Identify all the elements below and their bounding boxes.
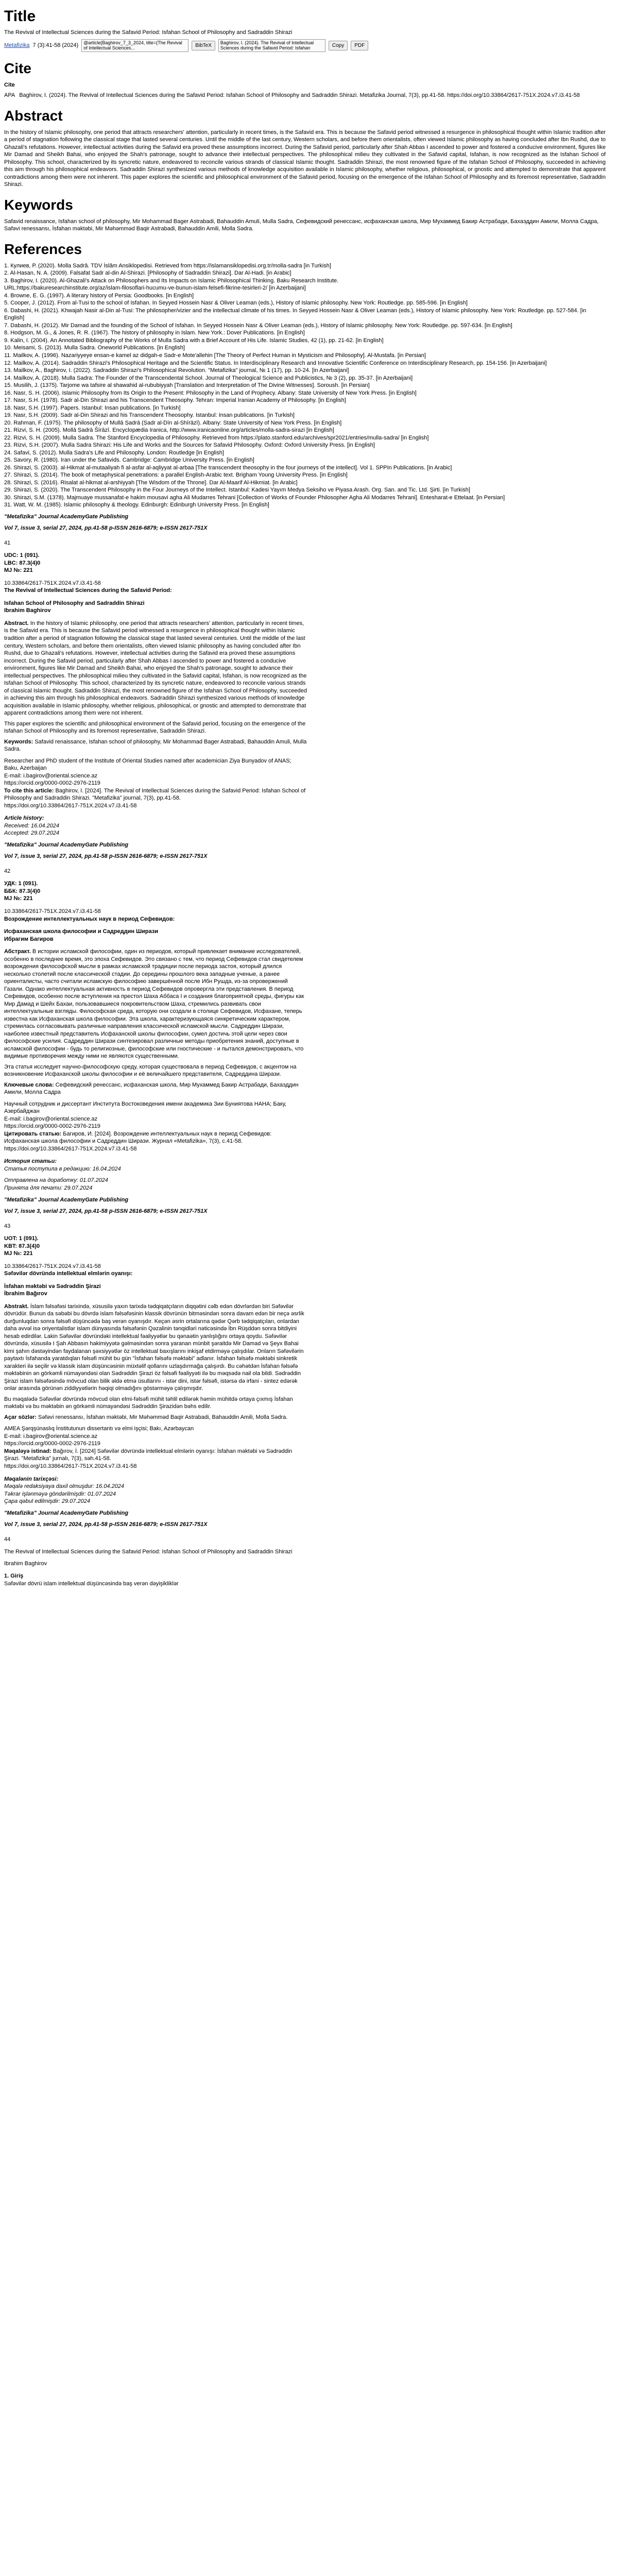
en-mj: MJ №: 221 <box>4 567 33 574</box>
meta-row <box>4 39 606 52</box>
reference-item: 7. Dabashi, H. (2012). Mir Damad and the founding of the School of Isfahan. In Seyyed Hossein Nasr & Oliver Leaman (eds.), History of Islamic philosophy. New York: Routledge. pp. 597-634. [in English] <box>4 322 512 329</box>
en-udc: UDC: 1 (091). <box>4 552 40 559</box>
az-abstract-label: Abstrakt. <box>4 1303 29 1310</box>
az-keywords-label: Açar sözlər: <box>4 1414 37 1420</box>
reference-item: 29. Shirazi, S. (2020). The Transcendent Philosophy in the Four Journeys of the Intellect. Istanbul: Kadesi Yayım Medya Seksiho ve Piyasa Arash. Org. San. and Tic. Ltd. Şirti. [in Turkish] <box>4 487 470 494</box>
p44-page: 44 <box>4 1536 11 1543</box>
reference-item: 14. Mailkov, A. (2018). Mulla Sadra: The Founder of the Transcendental School. Journal of Theological Science and Publicistics, № 3 (2), pp. 35-37. [in Azerbaijani] <box>4 375 413 381</box>
reference-item: 12. Mailkov, A. (2014). Sadraddin Shirazi's Philosophical Heritage and the Scientific Status. In Interdisciplinary Research and Innovative Scientific Conference on Interdisciplinary Research, pp. 154-156. [in Azerbaijani] <box>4 360 547 366</box>
ru-cite-doi[interactable]: https://doi.org/10.33864/2617-751X.2024.v7.i3.41-58 <box>4 1145 137 1152</box>
p44-author: Ibrahim Baghirov <box>4 1560 47 1567</box>
en-cite-label: To cite this article: <box>4 787 54 794</box>
ru-abstract-label: Абстракт. <box>4 948 31 955</box>
en-title: The Revival of Intellectual Sciences during the Safavid Period: <box>4 587 172 594</box>
reference-item: 28. Shirazi, S. (2016). Risalat al-hikmat al-arshiyyah [The Wisdom of the Throne]. Dar Al-Maarif Al-Hikmiat. [in Arabic] <box>4 479 298 486</box>
en-doi[interactable]: 10.33864/2617-751X.2024.v7.i3.41-58 <box>4 580 101 586</box>
ru-abstract-body2: Эта статья исследует научно-философскую среду, которая существовала в период Сефевидов, с акцентом на возникновение Исфаханской школы философии и её величайшего представителя, Садреддина Ширази. <box>4 1063 297 1078</box>
reference-item: 30. Shirazi, S.M. (1378). Majmuaye mussanafat-e hakim mousavi agha Ali Mudarres Tehrani [Collection of Works of Founder Philosopher Agha Ali Modarres Tehrani]. Entesharat-e Ettelaat. [in Persian] <box>4 494 505 501</box>
reference-item: 15. Musilih, J. (1375). Tarjome wa tafsire al shawahid al-rububiyyah [Translation and Interpretation of The Divine Witnesses]. Soroush. [in Persian] <box>4 382 370 389</box>
reference-item: 2. Al-Hasan, N. A. (2009). Falsafat Sadr al-din Al-Shirazi. [Philosophy of Sadraddin Shirazi]. Dar Al-Hadi. [in Arabic] <box>4 270 291 277</box>
reference-item: URL:https://bakuresearchinstitute.org/az/islam-filosoflari-hucumu-ve-bunun-islam-felsefi-fikrine-tesirleri-2/ [in Azerbaijani] <box>4 285 306 292</box>
issue-text: 7 (3):41-58 (2024) <box>32 42 79 49</box>
az-cite-text: Bağırov, İ. [2024] Səfəvilər dövründə intellektual elmlərin oyanışı: İsfahan məktəbi və Sədrəddin Şirazi. "Metafizika" jurnalı, 7(3), səh.41-58. <box>4 1448 293 1462</box>
reference-item: 13. Mailkov, A., Baghirov, I. (2022). Sadraddin Shirazi's Philosophical Revolution. "Metafizika" journal, № 1 (17), pp. 10-24. [in Azerbaijani] <box>4 367 349 374</box>
en-journal: "Metafizika" Journal AcademyGate Publishing <box>4 513 129 520</box>
ru-accepted: Принята для печати: 29.07.2024 <box>4 1185 93 1191</box>
reference-item: 11. Mailkov, A. (1996). Nazariyyeye ensan-e kamel az didgah-e Sadr-e Mote'allehin [The Theory of Perfect Human in Mysticism and Philosophy]. Al-Mustafa. [in Persian] <box>4 352 426 359</box>
ru-page: 42 <box>4 868 11 874</box>
az-orcid[interactable]: https://orcid.org/0000-0002-2976-2119 <box>4 1440 100 1447</box>
ru-mj: MJ №: 221 <box>4 895 33 902</box>
en-received: Received: 16.04.2024 <box>4 822 60 829</box>
az-title: Səfəvilər dövründə intellektual elmlərin oyanışı: <box>4 1270 133 1277</box>
p44-title: The Revival of Intellectual Sciences during the Safavid Period: Isfahan School of Philosophy and Sadraddin Shirazi <box>4 1549 293 1555</box>
bibtex-preview: @article{Baghirov_7_3_2024, title={The Revival of Intellectual Sciences... <box>81 39 188 52</box>
en-keywords-label: Keywords: <box>4 738 33 745</box>
en-abstract <box>4 620 308 717</box>
az-abstract <box>4 1303 308 1393</box>
en-abstract-label: Abstract. <box>4 620 29 626</box>
ru-udc: УДК: 1 (091). <box>4 880 38 887</box>
ru-school: Исфаханская школа философии и Садреддин Ширази <box>4 928 159 935</box>
en-cite-doi[interactable]: https://doi.org/10.33864/2617-751X.2024.v7.i3.41-58 <box>4 802 137 809</box>
az-article <box>4 1196 606 1505</box>
az-abstract-body2: Bu məqalədə Səfəvilər dövründə mövcud olan elmi-fəlsəfi mühit təhlil edilərək həmin mühitdə ortaya çıxmış İsfahan məktəbi və bu məktəbin ən görkəmli nümayəndəsi Sədrəddin Şirazidən bəhs edilir. <box>4 1396 293 1410</box>
ru-abstract-body: В истории исламской философии, один из периодов, который привлекает внимание исследователей, особенно в последнее время, это эпоха Сефевидов. Это связано с тем, что период Сефевидов стал свидетелем возрождения философской мысли в рамках исламской традиции после периода застоя, который длился несколько столетий после классической стадии. До середины прошлого века западные ученые, а ранее ориенталисты, часто считали исламскую философию завершённой после Ибн Рушда, из-за опровержений Газали. Однако интеллектуальная активность в период Сефевидов опровергла эти представления. В период Сефевидов, особенно после вступления на престол Шаха Аббаса I и создания благоприятной среды, фигуры как Мир Дамад и Шейх Бахаи, пользовавшиеся покровительством Шаха, стремились развивать свои интеллектуальные взгляды. Философская среда, которую они создали в столице Сефевидов, Исфахане, теперь известна как Исфаханская школа философии. Эта школа, характеризующаяся синкретическим характером, стремилась согласовывать различные направления классической исламской мысли. Садреддин Ширази, наиболее известный представитель Исфаханской школы философии, сумел достичь этой цели через свои философские усилия. Садреддин Ширази синтезировал различные методы приобретения знаний, доступные в исламской философии - будь то религиозные, философские или гностические - и пытался демонстрировать, что видимые противоречия между ними не являются существенными. <box>4 948 304 1060</box>
az-cite-label: Məqaləyə istinad: <box>4 1448 52 1454</box>
en-orcid[interactable]: https://orcid.org/0000-0002-2976-2119 <box>4 780 100 787</box>
abstract-heading: Abstract <box>4 107 63 124</box>
p44-volume: Vol 7, issue 3, serial 27, 2024, pp.41-58 p-ISSN 2616-6879; e-ISSN 2617-751X <box>4 1521 208 1528</box>
ru-doi[interactable]: 10.33864/2617-751X.2024.v7.i3.41-58 <box>4 908 101 914</box>
abstract-text: In the history of Islamic philosophy, one period that attracts researchers' attention, particularly in recent times, is the Safavid era. This is because the Safavid period witnessed a resurgence in philosophical thought within Islamic tradition after a period of stagnation following the classical stage that lasted several centuries. Until the middle of the last century, Western scholars, and before them orientalists, often viewed Islamic philosophy as having concluded after Ibn Rushd, due to Ghazali's refutations. However, intellectual activities during the Safavid era proved these assumptions incorrect. During the Safavid period, particularly after Shah Abbas I ascended to power and fostered a conducive environment, figures like Mir Damad and Sheikh Bahai, who enjoyed the Shah's patronage, sought to advance their intellectual perspectives. The philosophical milieu they cultivated in the Safavid capital, Isfahan, is now recognized as the Isfahan School of Philosophy. This school, characterized by its syncretic nature, endeavored to reconcile various strands of classical Islamic thought. Sadraddin Shirazi, the most renowned figure of the Isfahan School of Philosophy, succeeded in achieving this aim through his philosophical endeavors. Sadraddin Shirazi synthesized various methods of knowledge acquisition available in Islamic philosophy, whether religious, philosophical, or gnostic and attempted to demonstrate that apparent contradictions among them were not inherent. This paper explores the scientific and philosophical environment of the Safavid period, focusing on the emergence of the Isfahan School of Philosophy and its foremost representative, Sadraddin Shirazi. <box>4 129 606 188</box>
reference-item: 18. Nasr, S.H. (1997). Papers. Istanbul: Insan publications. [in Turkish] <box>4 404 181 411</box>
en-affil1: Researcher and PhD student of the Institute of Oriental Studies named after academician Ziya Bunyadov of ANAS; <box>4 757 291 764</box>
reference-item: 10. Meisami, S. (2013). Mulla Sadra. Oneworld Publications. [in English] <box>4 345 185 351</box>
az-sent: Təkrar işlənməyə göndərilmişdir: 01.07.2024 <box>4 1490 116 1497</box>
az-page: 43 <box>4 1223 11 1229</box>
ru-author: Ибрагим Багиров <box>4 936 54 942</box>
ru-cite-label: Цитировать статью: <box>4 1130 62 1137</box>
en-abstract-body: In the history of Islamic philosophy, one period that attracts researchers' attention, particularly in recent times, is the Safavid era. This is because the Safavid period witnessed a resurgence in philosophical thought within Islamic tradition after a period of stagnation following the classical stage that lasted several centuries. Until the middle of the last century, Western scholars, and before them orientalists, often viewed Islamic philosophy as having concluded after Ibn Rushd, due to Ghazali's refutations. However, intellectual activities during the Safavid era proved these assumptions incorrect. During the Safavid period, particularly after Shah Abbas I ascended to power and fostered a conducive environment, figures like Mir Damad and Sheikh Bahai, who enjoyed the Shah's patronage, sought to advance their intellectual perspectives. The philosophical milieu they cultivated in the Safavid capital, Isfahan, is now recognized as the Isfahan School of Philosophy. This school, characterized by its syncretic nature, endeavored to reconcile various strands of classical Islamic thought. Sadraddin Shirazi, the most renowned figure of the Isfahan School of Philosophy, succeeded in achieving this aim through his philosophical endeavors. Sadraddin Shirazi synthesized various methods of knowledge acquisition available in Islamic philosophy, whether religious, philosophical, or gnostic and attempted to demonstrate that apparent contradictions among them were not inherent. <box>4 620 307 717</box>
title-heading: Title <box>4 8 36 25</box>
en-history-label: Article history: <box>4 815 44 822</box>
az-udc: UOT: 1 (091). <box>4 1235 39 1242</box>
az-mj: MJ №: 221 <box>4 1250 33 1257</box>
az-school: İsfahan məktəbi və Sədrəddin Şirazi <box>4 1283 101 1290</box>
ru-email[interactable]: E-mail: i.bagirov@oriental.science.az <box>4 1115 98 1122</box>
en-article <box>4 513 606 837</box>
ru-keywords-label: Ключевые слова: <box>4 1081 54 1088</box>
reference-item: 9. Kalin, I. (2004). An Annotated Bibliography of the Works of Mulla Sadra with a Brief Account of His Life. Islamic Studies, 42 (1), pp. 21-62. [in English] <box>4 337 384 344</box>
en-keywords: Safavid renaissance, Isfahan school of philosophy, Mir Mohammad Bager Astrabadi, Bahauddin Amuli, Mulla Sadra. <box>4 738 307 753</box>
apa-preview: Baghirov, I. (2024). The Revival of Intellectual Sciences during the Safavid Period: Isfahan <box>218 39 325 52</box>
az-abstract-body: İslam fəlsəfəsi tarixində, xüsusilə yaxın tarixdə tədqiqatçıların diqqətini cəlb edən dövrlərdən biri Səfəvilər dövrüdür. Bunun da səbəbi bu dövrdə islam fəlsəfəsinin klassik dövrünün bitməsindən sonra davam edən bir neçə əsrlik durğunluqdan sonra fəlsəfi düşüncədə baş verən oyanışdır. Keçən əsrin ortalarına qədər Qərb tədqiqatçıları, onlardan daha əvvəl isə oriyentalistlər islam dünyasında fəlsəfənin Qəzalinin tənqidləri nəticəsində İbn Rüşddən sonra bitdiyini hesab edirdilər. Lakin Səfəvilər dövründəki intellektual fəaliyyətlər bu qənaətin yanlışlığını ortaya qoydu. Səfəvilər dövründə, xüsusilə I Şah Abbasın hakimiyyətə gəlməsindən sonra yaranan münbit şəraitdə Mir Damad və Şeyx Bahai kimi şahın dəstəyindən faydalanan şəxsiyyətlər öz intellektual baxışlarını inkişaf etdirməyə çalışdılar. Onların Səfəvilərin paytaxtı İsfahanda yaratdıqları fəlsəfi mühit bu gün "İsfahan fəlsəfə məktəbi" adlanır. İsfahan fəlsəfə məktəbi sinkretik xarakteri ilə seçilir və klassik islam düşüncəsinin müxtəlif qollarını uzlaşdırmağa çalışırdı. Bu cəhətdən İsfahan fəlsəfə məktəbinin ən görkəmli nümayəndəsi olan Sədrəddin Şirazi öz fəlsəfi fəaliyyəti ilə bu məqsədə nail ola bildi. Sədrəddin Şirazi islam fəlsəfəsində mövcud olan bilik əldə etmə üsullarını - istər dini, istər fəlsəfi, istərsə də irfani - sintez edərək onlar arasında görünən ziddiyyətlərin həqiqi olmadığını göstərməyə çalışmışdır. <box>4 1303 304 1392</box>
az-volume: Vol 7, issue 3, serial 27, 2024, pp.41-58 p-ISSN 2616-6879; e-ISSN 2617-751X <box>4 1208 208 1215</box>
apa-text[interactable]: Baghirov, I. (2024). The Revival of Intellectual Sciences during the Safavid Period: Isfahan School of Philosophy and Sadraddin Shirazi. Metafizika Journal, 7(3), pp.41-58. https://doi.org/10.33864/2617-751X.2024.v7.i3.41-58 <box>19 92 580 99</box>
ru-lbc: ББК: 87.3(4)0 <box>4 888 41 894</box>
en-author: Ibrahim Baghirov <box>4 607 51 614</box>
journal-link[interactable]: Metafizika <box>4 42 30 49</box>
en-school: Isfahan School of Philosophy and Sadraddin Shirazi <box>4 600 145 606</box>
keywords-text: Safavid renaissance, Isfahan school of philosophy, Mir Mohammad Bager Astrabadi, Bahauddin Amuli, Mulla Sadra, Сефевидский ренессанс, исфаханская школа, Мир Мухаммед Бакир Астрабади, Бахаэддин Амили, Молла Садра, Safəvi renessansı, İsfahan məktəbi, Mir Məhəmməd Baqir Astrabadi, Bahauddin Amili, Molla Sədra. <box>4 218 599 232</box>
az-email[interactable]: E-mail: i.bagirov@oriental.science.az <box>4 1433 98 1439</box>
reference-item: 23. Rizvi, S.H. (2007). Mulla Sadra Shirazi: His Life and Works and the Sources for Safavid Philosophy. Oxford: Oxford University Press. [in English] <box>4 442 375 449</box>
reference-item: 25. Savory, R. (1980). Iran under the Safavids. Cambridge: Cambridge University Press. [in English] <box>4 457 254 464</box>
en-affil2: Baku, Azerbaijan <box>4 765 47 772</box>
ru-title: Возрождение интеллектуальных наук в период Сефевидов: <box>4 916 175 922</box>
reference-item: 21. Rizvi, S. H. (2005). Mollā Ṣadrā Šīrāzī. Encyclopædia Iranica, http://www.iranicaonline.org/articles/molla-sadra-sirazi [in English] <box>4 427 334 434</box>
az-journal: "Metafizika" Journal AcademyGate Publishing <box>4 1196 129 1203</box>
ru-affil1: Научный сотрудник и диссертант Института Востоковедения имени академика Зии Буниятова НАНА; Баку, Азербайджан <box>4 1100 287 1115</box>
bibtex-button[interactable]: BibTeX <box>192 41 215 50</box>
az-history-label: Məqalənin tarixçəsi: <box>4 1476 59 1482</box>
cite-table <box>4 92 606 99</box>
az-lbc: KBT: 87.3(4)0 <box>4 1243 40 1249</box>
reference-item: 6. Dabashi, H. (2021). Khwajah Nasir al-Din al-Tusi: The philosopher/vizier and the intellectual climate of his times. In Seyyed Hossein Nasr & Oliver Leaman (eds.), History of Islamic philosophy. New York: Routledge. pp. 527-584. [in English] <box>4 307 587 321</box>
title-text: The Revival of Intellectual Sciences during the Safavid Period: Isfahan School of Philosophy and Sadraddin Shirazi <box>4 29 293 36</box>
az-received: Məqalə redaksiyaya daxil olmuşdur: 16.04.2024 <box>4 1483 124 1490</box>
reference-item: 20. Rahman, F. (1975). The philosophy of Mullā Ṣadrā (Ṣadr al-Dīn al-Shīrāzī). Albany: State University of New York Press. [in English] <box>4 419 342 426</box>
ru-keywords: Сефевидский ренессанс, исфаханская школа, Мир Мухаммед Бакир Астрабади, Бахаэддин Амили, Молла Садра <box>4 1081 299 1096</box>
reference-item: 31. Watt, W. M. (1985). Islamic philosophy & theology. Edinburgh: Edinburgh University Press. [in English] <box>4 502 269 509</box>
pdf-button[interactable]: PDF <box>351 41 368 50</box>
ru-history-label: История статьи: <box>4 1158 57 1165</box>
p44-intro: 1. Giriş <box>4 1573 24 1580</box>
reference-item: 19. Nasr, S.H. (2009). Sadr al-Din Shirazi and his Transcendent Theosophy. Istanbul: Insan publications. [in Turkish] <box>4 412 295 419</box>
ru-article <box>4 841 606 1192</box>
copy-button[interactable]: Copy <box>329 41 348 50</box>
reference-item: 26. Shirazi, S. (2003). al-Hikmat al-mutaaliyah fi al-asfar al-aqliyyat al-arbaa [The transcendent theosophy in the four journeys of the intellect]. Vol 1. SPPIn Publications. [in Arabic] <box>4 464 452 471</box>
reference-item: 17. Nasr, S.H. (1978). Sadr al-Din Shirazi and his Transcendent Theosophy. Tehran: Imperial Iranian Academy of Philosophy. [in English] <box>4 397 346 404</box>
en-cite-text: Baghirov, I. [2024]. The Revival of Intellectual Sciences during the Safavid Period: Isfahan School of Philosophy and Sadraddin Shirazi. "Metafizika" journal, 7(3), pp.41-58. <box>4 787 306 802</box>
keywords-heading: Keywords <box>4 196 73 213</box>
p44-article <box>4 1510 606 1588</box>
en-page: 41 <box>4 539 11 546</box>
az-author: İbrahim Bağırov <box>4 1291 47 1297</box>
ru-abstract <box>4 948 308 1060</box>
reference-item: 16. Nasr, S. H. (2006). Islamic Philosophy from Its Origin to the Present: Philosophy in the Land of Prophecy. Albany: State University of New York Press. [in English] <box>4 389 417 396</box>
reference-item: 4. Browne, E. G. (1997). A literary history of Persia: Goodbooks. [in English] <box>4 292 194 299</box>
en-volume: Vol 7, issue 3, serial 27, 2024, pp.41-58 p-ISSN 2616-6879; e-ISSN 2617-751X <box>4 525 208 532</box>
references-list <box>4 262 606 509</box>
az-keywords: Səfəvi renessansı, İsfahan məktəbi, Mir Məhəmməd Baqir Astrabadi, Bahauddin Amili, Molla Sədra. <box>38 1414 288 1420</box>
reference-item: 27. Shirazi, S. (2014). The book of metaphysical penetrations: a parallel English-Arabic text. Brigham Young University Press. [in English] <box>4 472 348 479</box>
ru-received: Статья поступила в редакцию: 16.04.2024 <box>4 1165 121 1172</box>
en-accepted: Accepted: 29.07.2024 <box>4 830 60 837</box>
apa-label: APA <box>4 92 15 99</box>
ru-cite-text: Багиров, И. [2024]. Возрождение интеллектуальных наук в период Сефевидов: Исфаханская школа философии и Садреддин Ширази. Журнал «Metafizika», 7(3), с.41-58. <box>4 1130 272 1145</box>
ru-sent: Отправлена на доработку: 01.07.2024 <box>4 1177 108 1184</box>
p44-journal: "Metafizika" Journal AcademyGate Publishing <box>4 1510 129 1516</box>
en-lbc: LBC: 87.3(4)0 <box>4 560 41 566</box>
ru-journal: "Metafizika" Journal AcademyGate Publishing <box>4 841 129 848</box>
reference-item: 24. Safavi, S. (2012). Mulla Sadra's Life and Philosophy. London: Routledge [in English] <box>4 449 224 456</box>
reference-item: 22. Rizvi, S. H. (2009). Mulla Sadra. The Stanford Encyclopedia of Philosophy. Retrieved from https://plato.stanford.edu/archives/spr2021/entries/mulla-sadra/ [in English] <box>4 434 429 441</box>
en-abstract-body2: This paper explores the scientific and philosophical environment of the Safavid period, focusing on the emergence of the Isfahan School of Philosophy and its foremost representative, Sadraddin Shirazi. <box>4 720 306 735</box>
reference-item: 3. Baghirov, I. (2020). Al-Ghazali's Attack on Philosophers and Its Impacts on Islamic Philosophical Thinking. Baku Research Institute. <box>4 277 339 284</box>
cite-label: Cite <box>4 81 15 88</box>
reference-item: 8. Hodgson, M. G., & Jones, R. R. (1967). The history of philosophy in Islam. New York.: Dover Publications. [in English] <box>4 330 305 336</box>
az-cite-doi[interactable]: https://doi.org/10.33864/2617-751X.2024.v7.i3.41-58 <box>4 1463 137 1469</box>
az-doi[interactable]: 10.33864/2617-751X.2024.v7.i3.41-58 <box>4 1263 101 1269</box>
ru-orcid[interactable]: https://orcid.org/0000-0002-2976-2119 <box>4 1123 100 1130</box>
cite-heading: Cite <box>4 60 31 76</box>
reference-item: 5. Cooper, J. (2012). From al-Tusi to the school of Isfahan. In Seyyed Hossein Nasr & Oliver Leaman (eds.), History of Islamic philosophy. New York: Routledge. pp. 585-596. [in English] <box>4 300 468 307</box>
az-accepted: Çapa qəbul edilmişdir: 29.07.2024 <box>4 1498 90 1505</box>
az-affil1: AMEA Şərqşünaslıq İnstitutunun dissertantı və elmi işçisi; Bakı, Azərbaycan <box>4 1426 194 1432</box>
references-heading: References <box>4 241 82 257</box>
reference-item: 1. Кулиев, Р. (2020). Molla Sadrâ. TDV İslâm Ansiklopedisi. Retrieved from https://islamansiklopedisi.org.tr/molla-sadra [in Turkish] <box>4 262 331 269</box>
ru-volume: Vol 7, issue 3, serial 27, 2024, pp.41-58 p-ISSN 2616-6879; e-ISSN 2617-751X <box>4 853 208 860</box>
en-email[interactable]: E-mail: i.bagirov@oriental.science.az <box>4 772 98 779</box>
p44-intro-text: Səfəvilər dövrü islam intellektual düşüncəsində baş verən dəyişikliklər <box>4 1580 179 1587</box>
